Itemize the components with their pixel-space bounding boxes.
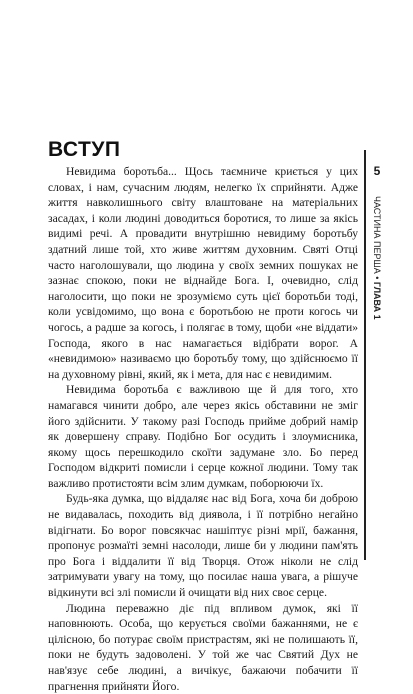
paragraph-1: Невидима боротьба... Щось таємниче криється у цих словах, і нам, сучасним людям, нелегко їх сприйняти. Адже життя навколишнього світу влаштоване на матеріальних засадах, і коли людині доводиться боротися, то лише за якісь видимі речі. А провадити внутрішню невидиму боротьбу здатний лише той, хто живе життям духовним. Святі Отці часто наголошували, що людина у своїх земних пошуках не зазнає спокою, поки не віднайде Бога. І, очевидно, слід наголосити, що поки не зрозуміємо суть цієї боротьби тоді, коли усвідомимо, що вона є боротьбою не проти когось чи чогось, а радше за когось, і полягає в тому, щоби «не віддати» Господа, якого в нас намагається відібрати ворог. А «невидимою» називаємо цю боротьбу тому, що здійснюємо її на духовному рівні, який, як і мета, для нас є невидимим. — [48, 165, 358, 381]
body-text — [48, 164, 358, 694]
paragraph-2: Невидима боротьба є важливою ще й для того, хто намагався чинити добро, але через якісь обставини не зміг його здійснити. У такому разі Господь прийме добрий намір як довершену справу. Подібно Бог осудить і злоумисника, якому щось перешкодило скоїти задумане зло. Бо перед Господом відкриті помисли і серце кожної людини. Тому так важливо протистояти всім злим думкам, поборюючи їх. — [48, 383, 358, 490]
page-number: 5 — [373, 164, 381, 178]
running-head-chapter: ГЛАВА 1 — [372, 281, 382, 320]
running-head — [370, 196, 384, 346]
section-heading: ВСТУП — [48, 138, 121, 161]
running-head-separator: • — [372, 273, 382, 282]
paragraph-4: Людина переважно діє під впливом думок, які її наповнюють. Особа, що керується своїми бажаннями, не є цілісною, бо потурає своїм пристрастям, які не полишають її, поки не будуть задоволені. У той же час Святий Дух не нав'язує себе людині, а вичікує, бажаючи побачити її прагнення прийняти Його. — [48, 601, 358, 693]
running-head-part: ЧАСТИНА ПЕРША — [372, 196, 382, 274]
paragraph-3: Будь-яка думка, що віддаляє нас від Бога, хоча би доброю не видавалась, походить від диявола, і її потрібно негайно відігнати. Бо ворог повсякчас нашіптує різні мрії, бажання, пропонує розмаїті земні насолоди, лише би у людини пам'ять про Бога і віддалити її від Творця. Отож ніколи не слід затримувати увагу на тому, що посилає наша увага, а рішуче відкинути всі злі помисли й очищати від них своє серце. — [48, 492, 358, 600]
